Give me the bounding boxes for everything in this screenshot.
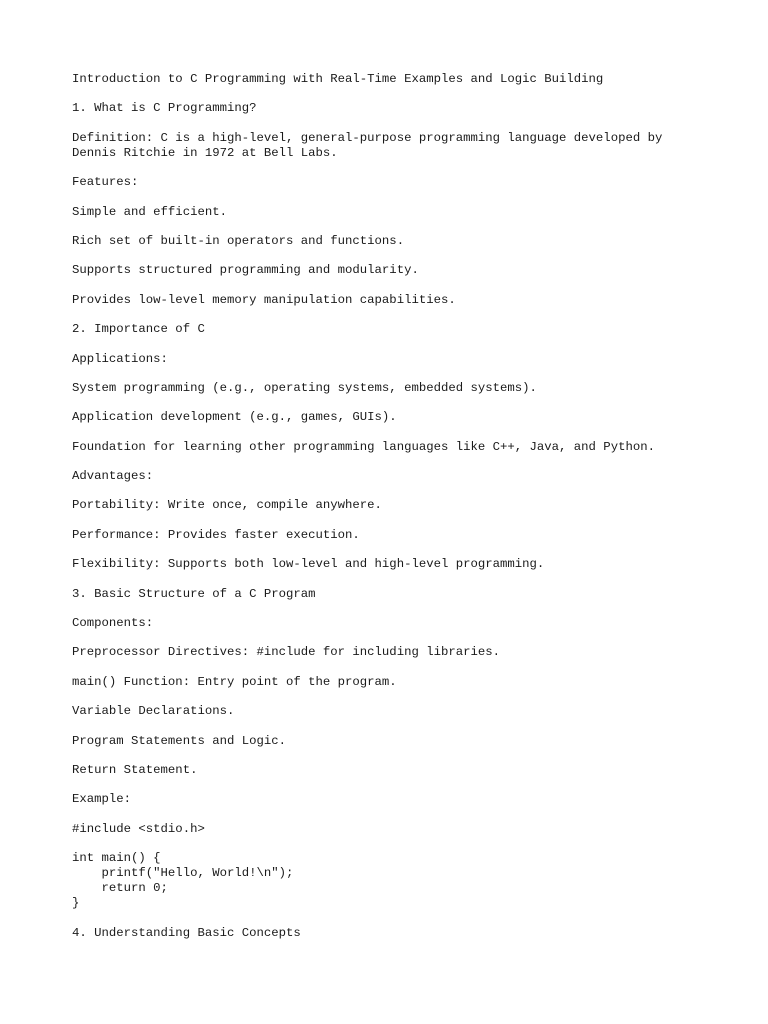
component-item: main() Function: Entry point of the program. bbox=[72, 674, 397, 689]
advantage-item: Performance: Provides faster execution. bbox=[72, 527, 360, 542]
section-heading-what-is-c: 1. What is C Programming? bbox=[72, 101, 257, 116]
section-heading-basic-concepts: 4. Understanding Basic Concepts bbox=[72, 925, 301, 940]
applications-label: Applications: bbox=[72, 351, 168, 366]
feature-item: Supports structured programming and modularity. bbox=[72, 263, 419, 278]
component-item: Preprocessor Directives: #include for including libraries. bbox=[72, 645, 501, 660]
example-label: Example: bbox=[72, 792, 132, 807]
components-label: Components: bbox=[72, 616, 154, 631]
feature-item: Provides low-level memory manipulation capabilities. bbox=[72, 292, 456, 307]
component-item: Program Statements and Logic. bbox=[72, 733, 287, 748]
features-label: Features: bbox=[72, 175, 139, 190]
include-line: #include <stdio.h> bbox=[72, 821, 205, 836]
advantage-item: Portability: Write once, compile anywhere. bbox=[72, 498, 382, 513]
feature-item: Rich set of built-in operators and functions. bbox=[72, 233, 405, 248]
advantage-item: Flexibility: Supports both low-level and high-level programming. bbox=[72, 557, 545, 572]
code-block: int main() { printf("Hello, World!\n"); return 0; } bbox=[72, 851, 294, 911]
feature-item: Simple and efficient. bbox=[72, 204, 227, 219]
component-item: Return Statement. bbox=[72, 762, 198, 777]
definition-paragraph: Definition: C is a high-level, general-purpose programming language developed by Dennis Ritchie in 1972 at Bell Labs. bbox=[72, 130, 663, 160]
section-heading-importance: 2. Importance of C bbox=[72, 322, 205, 337]
application-item: Application development (e.g., games, GUIs). bbox=[72, 410, 397, 425]
section-heading-structure: 3. Basic Structure of a C Program bbox=[72, 586, 316, 601]
application-item: System programming (e.g., operating systems, embedded systems). bbox=[72, 380, 537, 395]
component-item: Variable Declarations. bbox=[72, 704, 235, 719]
application-item: Foundation for learning other programming languages like C++, Java, and Python. bbox=[72, 439, 655, 454]
advantages-label: Advantages: bbox=[72, 469, 154, 484]
document-title: Introduction to C Programming with Real-Time Examples and Logic Building bbox=[72, 72, 604, 86]
